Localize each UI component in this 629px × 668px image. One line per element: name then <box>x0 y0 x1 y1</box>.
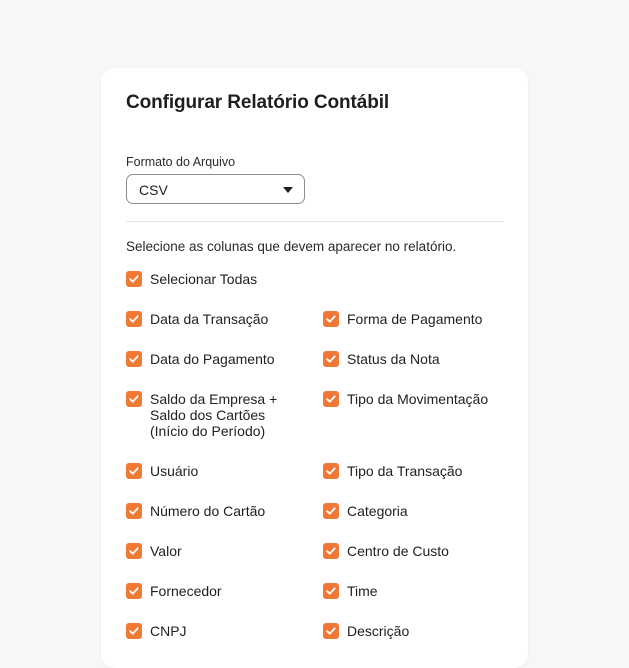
checkbox-data-pagamento[interactable] <box>126 351 275 367</box>
file-format-select[interactable] <box>126 174 305 204</box>
checkbox-checked-icon <box>323 543 339 559</box>
checkbox-descricao[interactable] <box>323 623 409 639</box>
checkbox-forma-pagamento[interactable] <box>323 311 482 327</box>
checkbox-categoria[interactable] <box>323 503 408 519</box>
checkbox-cnpj[interactable] <box>126 623 187 639</box>
checkbox-label: Tipo da Transação <box>347 463 463 479</box>
divider <box>126 221 504 222</box>
checkbox-usuario[interactable] <box>126 463 198 479</box>
file-format-label: Formato do Arquivo <box>126 155 236 169</box>
checkbox-label: Status da Nota <box>347 351 440 367</box>
checkbox-label: Saldo da Empresa + Saldo dos Cartões (Início do Período) <box>150 391 278 439</box>
checkbox-checked-icon <box>126 583 142 599</box>
columns-instructions: Selecione as colunas que devem aparecer no relatório. <box>126 239 457 254</box>
checkbox-checked-icon <box>323 503 339 519</box>
checkbox-data-transacao[interactable] <box>126 311 268 327</box>
checkbox-numero-cartao[interactable] <box>126 503 265 519</box>
checkbox-checked-icon <box>323 311 339 327</box>
checkbox-tipo-movimentacao[interactable] <box>323 391 488 407</box>
checkbox-label: Categoria <box>347 503 408 519</box>
card-title: Configurar Relatório Contábil <box>126 92 390 113</box>
checkbox-checked-icon <box>323 623 339 639</box>
checkbox-checked-icon <box>126 463 142 479</box>
checkbox-checked-icon <box>126 623 142 639</box>
checkbox-label: Time <box>347 583 378 599</box>
checkbox-label: Forma de Pagamento <box>347 311 483 327</box>
checkbox-checked-icon <box>126 391 142 407</box>
checkbox-checked-icon <box>126 311 142 327</box>
checkbox-checked-icon <box>323 463 339 479</box>
report-config-card <box>101 68 528 668</box>
checkbox-label: Centro de Custo <box>347 543 449 559</box>
checkbox-select-all[interactable] <box>126 271 257 287</box>
checkbox-label: Data da Transação <box>150 311 269 327</box>
checkbox-label: Descrição <box>347 623 410 639</box>
checkbox-saldo[interactable] <box>126 391 277 439</box>
chevron-down-icon <box>283 187 293 193</box>
checkbox-fornecedor[interactable] <box>126 583 222 599</box>
checkbox-label: Usuário <box>150 463 199 479</box>
checkbox-label: Tipo da Movimentação <box>347 391 489 407</box>
checkbox-label: Data do Pagamento <box>150 351 275 367</box>
checkbox-tipo-transacao[interactable] <box>323 463 462 479</box>
checkbox-centro-custo[interactable] <box>323 543 449 559</box>
checkbox-checked-icon <box>323 351 339 367</box>
checkbox-checked-icon <box>323 583 339 599</box>
checkbox-label: CNPJ <box>150 623 187 639</box>
checkbox-label: Selecionar Todas <box>150 271 258 287</box>
checkbox-label: Valor <box>150 543 182 559</box>
checkbox-checked-icon <box>126 543 142 559</box>
checkbox-checked-icon <box>126 351 142 367</box>
checkbox-status-nota[interactable] <box>323 351 440 367</box>
checkbox-checked-icon <box>126 271 142 287</box>
checkbox-checked-icon <box>323 391 339 407</box>
checkbox-time[interactable] <box>323 583 378 599</box>
checkbox-checked-icon <box>126 503 142 519</box>
file-format-value: CSV <box>139 182 168 198</box>
checkbox-label: Número do Cartão <box>150 503 266 519</box>
checkbox-label: Fornecedor <box>150 583 222 599</box>
checkbox-valor[interactable] <box>126 543 182 559</box>
